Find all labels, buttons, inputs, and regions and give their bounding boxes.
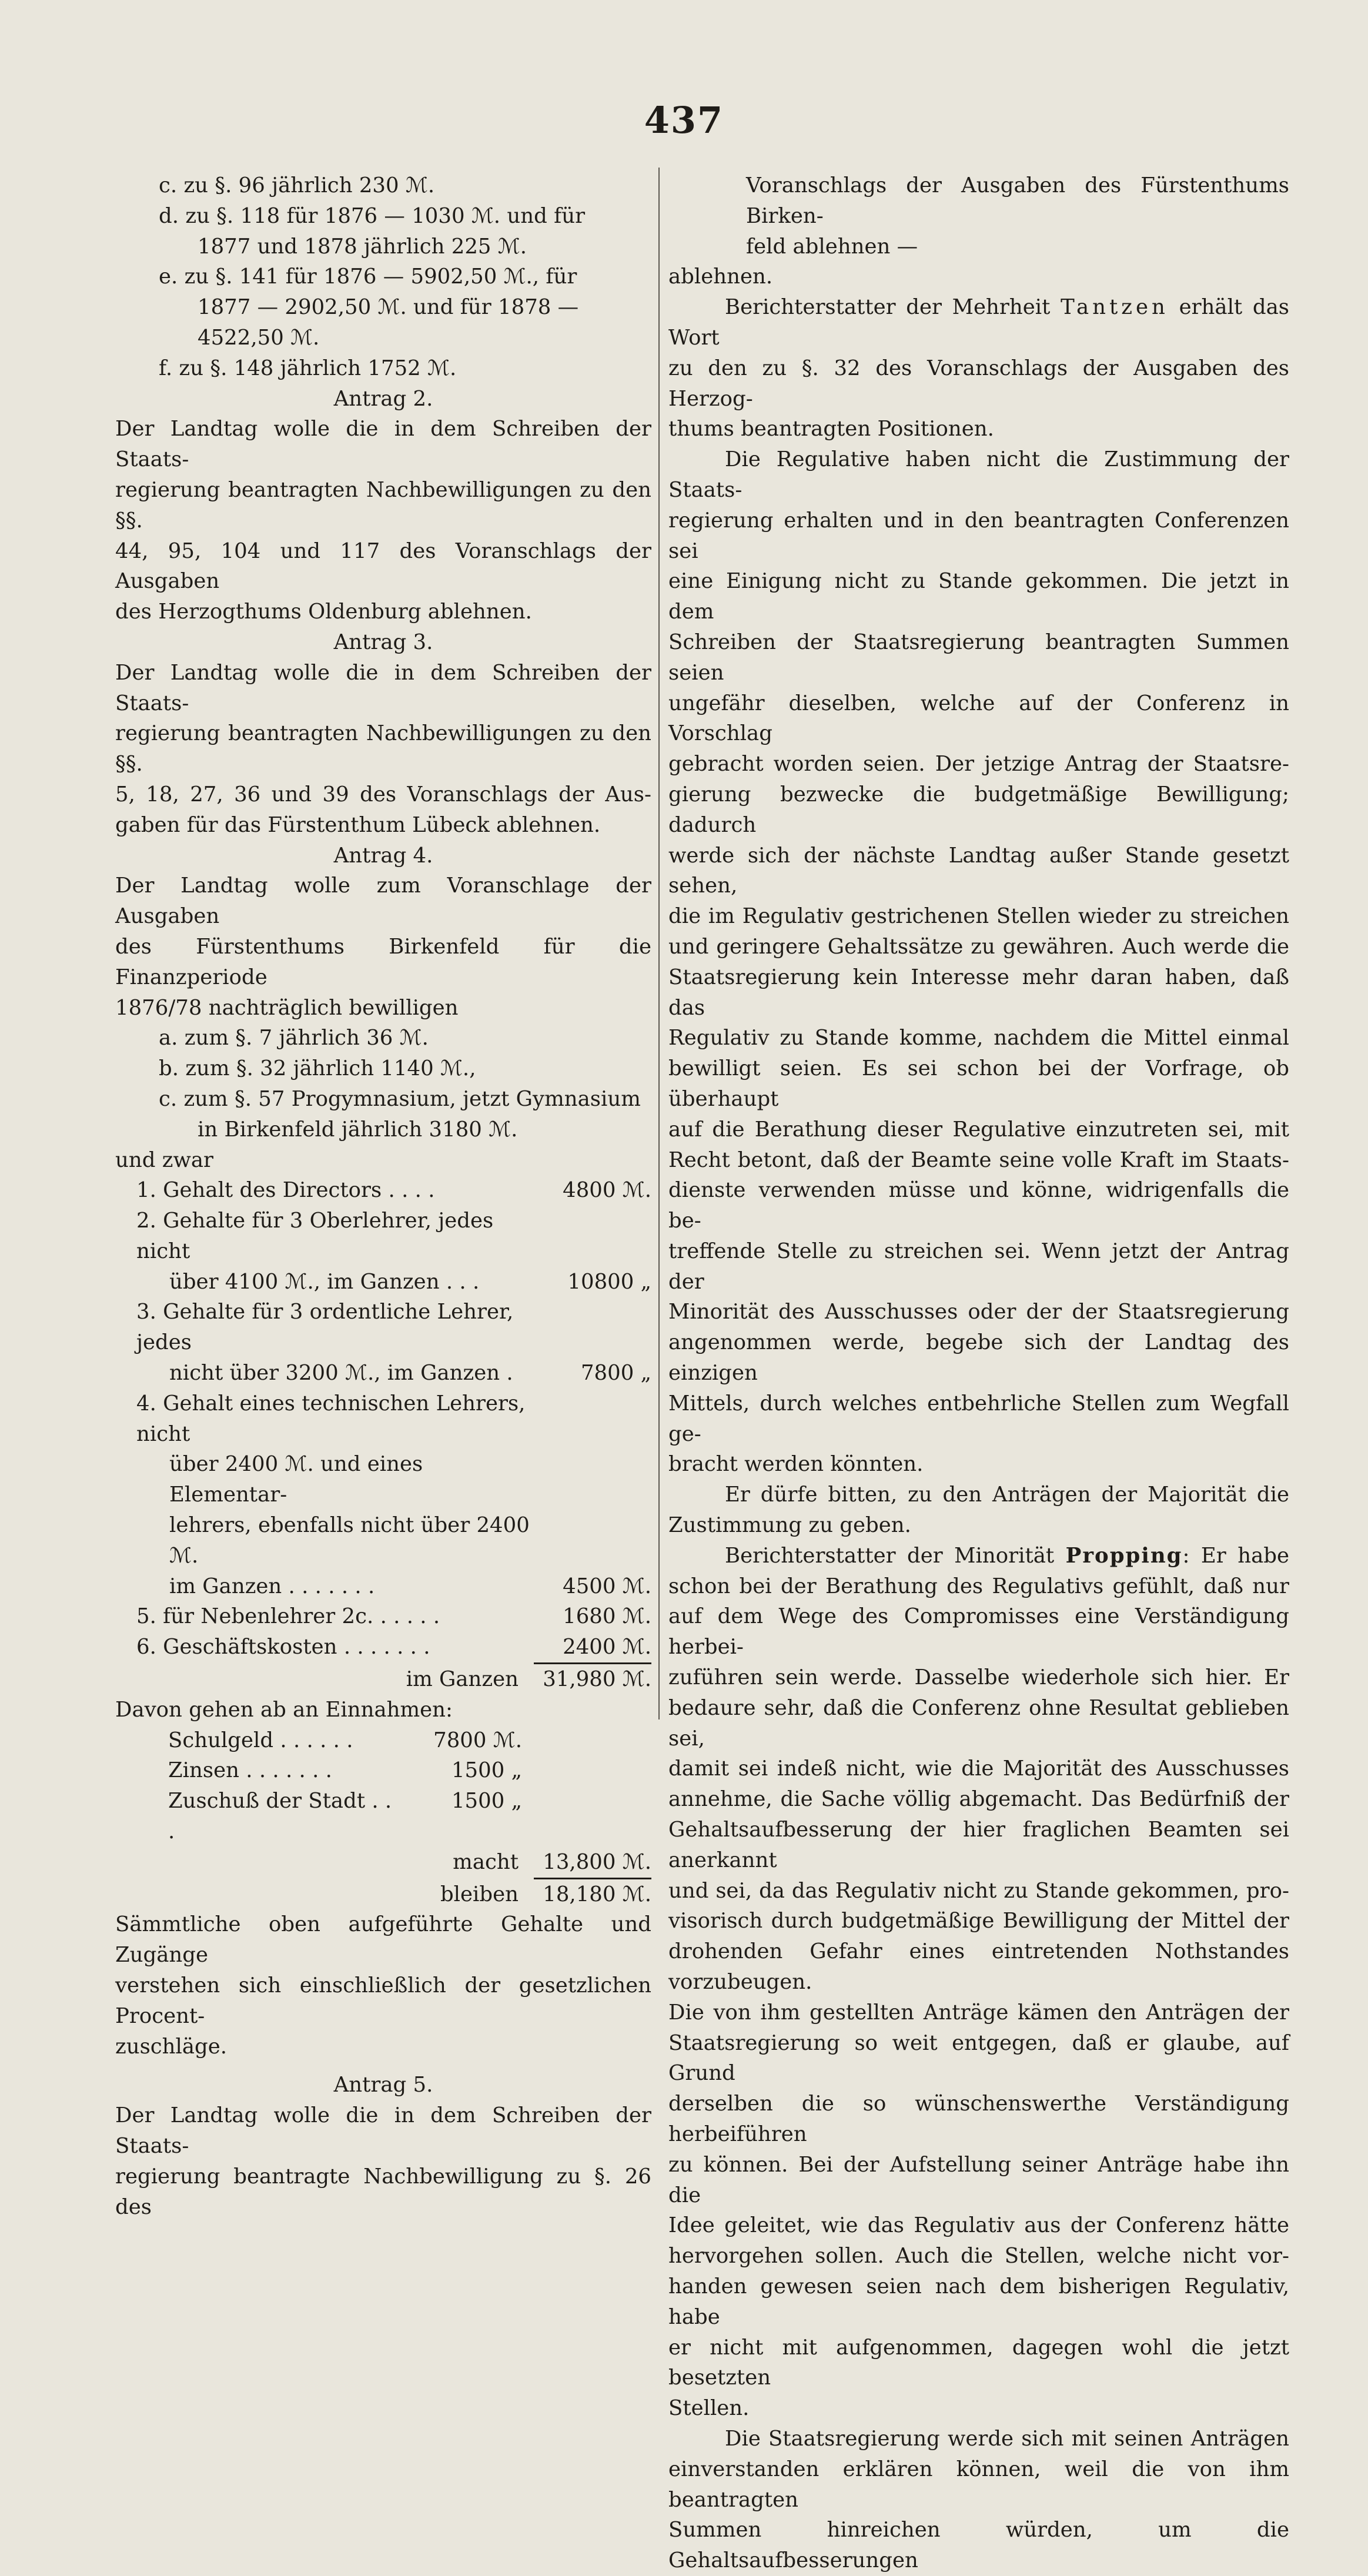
antrag-4-title: Antrag 4. bbox=[333, 843, 433, 868]
antrag-2-text bbox=[115, 414, 651, 627]
remaining-amount: 18,180 ℳ. bbox=[543, 1882, 651, 1906]
antrag-5-title: Antrag 5. bbox=[333, 2073, 433, 2097]
paragraph-tantzen bbox=[668, 292, 1289, 444]
text-line: regierung beantragten Nachbewilligungen zu den §§. bbox=[115, 721, 651, 777]
text-line: Gehaltsaufbesserung der hier fraglichen Beamten sei anerkannt bbox=[668, 1818, 1289, 1872]
paragraph-regulative bbox=[668, 444, 1289, 1480]
paragraph-staatsregierung bbox=[668, 2424, 1289, 2576]
antrag-5-text bbox=[115, 2100, 651, 2222]
text-line: annehme, die Sache völlig abgemacht. Das Bedürfniß der bbox=[668, 1787, 1289, 1812]
items-list-1 bbox=[115, 170, 651, 384]
table-row: Schulgeld . . . . . . 7800 ℳ. bbox=[115, 1725, 522, 1756]
text-line: und sei, da das Regulativ nicht zu Stande gekommen, pro- bbox=[668, 1878, 1289, 1903]
paragraph-propping bbox=[668, 1541, 1289, 2424]
text-line: handen gewesen seien nach dem bisherigen Regulativ, habe bbox=[668, 2274, 1289, 2329]
list-item: d. zu §. 118 für 1876 — 1030 ℳ. und für 1877 und 1878 jährlich 225 ℳ. bbox=[159, 203, 586, 259]
table-row-continuation: im Ganzen . . . . . . . 4500 ℳ. bbox=[115, 1571, 651, 1602]
und-zwar-label: und zwar bbox=[115, 1148, 213, 1172]
table-row: Zinsen . . . . . . . 1500 „ bbox=[115, 1755, 522, 1786]
list-item: e. zu §. 141 für 1876 — 5902,50 ℳ., für 1877 — 2902,50 ℳ. und für 1878 — 4522,50 ℳ. bbox=[159, 265, 579, 350]
text-line: Er dürfe bitten, zu den Anträgen der Majorität die bbox=[725, 1483, 1289, 1507]
right-column bbox=[668, 170, 1289, 2576]
text-line: zuführen sein werde. Dasselbe wiederhole sich hier. Er bbox=[668, 1665, 1289, 1690]
text-line: zu können. Bei der Aufstellung seiner Anträge habe ihn die bbox=[668, 2152, 1289, 2207]
text-line: einverstanden erklären können, weil die von ihm beantragten bbox=[668, 2457, 1289, 2512]
text-line: Sämmtliche oben aufgeführte Gehalte und Zugänge bbox=[115, 1912, 651, 1968]
text-line: regierung beantragten Nachbewilligungen zu den §§. bbox=[115, 477, 651, 533]
text-line: Recht betont, daß der Beamte seine volle Kraft im Staats- bbox=[668, 1148, 1289, 1172]
table-row: 4. Gehalt eines technischen Lehrers, nicht bbox=[136, 1391, 526, 1446]
table-row-continuation: über 4100 ℳ., im Ganzen . . . 10800 „ bbox=[115, 1267, 651, 1297]
text-line: Der Landtag wolle die in dem Schreiben der Staats- bbox=[115, 2103, 651, 2158]
amount: 10800 „ bbox=[567, 1269, 651, 1294]
text-line: Mittels, durch welches entbehrliche Stellen zum Wegfall ge- bbox=[668, 1391, 1289, 1446]
text-line: bewilligt seien. Es sei schon bei der Vorfrage, ob überhaupt bbox=[668, 1056, 1289, 1111]
speaker-name: Propping bbox=[1065, 1543, 1183, 1568]
text-line: drohenden Gefahr eines eintretenden Nothstandes vorzubeugen. bbox=[668, 1939, 1289, 1995]
text-line: eine Einigung nicht zu Stande gekommen. Die jetzt in dem bbox=[668, 569, 1289, 624]
table-row: 3. Gehalte für 3 ordentliche Lehrer, jedes bbox=[136, 1300, 514, 1355]
text-line: des Fürstenthums Birkenfeld für die Finanzperiode bbox=[115, 934, 651, 989]
text-line: auf dem Wege des Compromisses eine Verständigung herbei- bbox=[668, 1604, 1289, 1660]
text-line: 1876/78 nachträglich bewilligen bbox=[115, 995, 459, 1020]
text-line: Schreiben der Staatsregierung beantragten Summen seien bbox=[668, 630, 1289, 685]
table-row-continuation: lehrers, ebenfalls nicht über 2400 ℳ. bbox=[169, 1513, 530, 1568]
page-number: 437 bbox=[644, 99, 724, 142]
amount: 2400 ℳ. bbox=[563, 1635, 651, 1660]
table-row: 2. Gehalte für 3 Oberlehrer, jedes nicht bbox=[136, 1209, 494, 1263]
text-line: Der Landtag wolle die in dem Schreiben der Staats- bbox=[115, 660, 651, 715]
text-line: angenommen werde, begebe sich der Landtag des einzigen bbox=[668, 1330, 1289, 1386]
text-line: verstehen sich einschließlich der gesetzlichen Procent- bbox=[115, 1973, 651, 2028]
text-line: zuschläge. bbox=[115, 2034, 228, 2059]
text-line: gierung bezwecke die budgetmäßige Bewilligung; dadurch bbox=[668, 782, 1289, 837]
text-line: ungefähr dieselben, welche auf der Conferenz in Vorschlag bbox=[668, 691, 1289, 746]
text-line: 5, 18, 27, 36 und 39 des Voranschlags der Aus- bbox=[115, 782, 651, 807]
list-item: f. zu §. 148 jährlich 1752 ℳ. bbox=[159, 356, 457, 380]
text-line: Minorität des Ausschusses oder der der Staatsregierung bbox=[668, 1300, 1289, 1324]
text-line: er nicht mit aufgenommen, dagegen wohl die jetzt besetzten bbox=[668, 2335, 1289, 2390]
text-line: 44, 95, 104 und 117 des Voranschlags der Ausgaben bbox=[115, 538, 651, 594]
text-line: und geringere Gehaltssätze zu gewähren. Auch werde die bbox=[668, 934, 1289, 959]
table-row: 6. Geschäftskosten . . . . . . . 2400 ℳ. bbox=[115, 1632, 651, 1662]
text-line: schon bei der Berathung des Regulativs gefühlt, daß nur bbox=[668, 1574, 1289, 1598]
text-line: des Herzogthums Oldenburg ablehnen. bbox=[115, 600, 532, 624]
budget-total: im Ganzen 31,980 ℳ. bbox=[115, 1662, 651, 1695]
text-line: visorisch durch budgetmäßige Bewilligung der Mittel der bbox=[668, 1909, 1289, 1933]
antrag-2-title: Antrag 2. bbox=[333, 386, 433, 411]
text-line: Staatsregierung kein Interesse mehr daran haben, daß das bbox=[668, 965, 1289, 1020]
text-line: regierung erhalten und in den beantragten Conferenzen sei bbox=[668, 508, 1289, 563]
antrag-4-text bbox=[115, 871, 651, 1023]
text-line: Voranschlags der Ausgaben des Fürstenthums Birken- bbox=[746, 173, 1289, 228]
text-line: Der Landtag wolle zum Voranschlage der Ausgaben bbox=[115, 874, 651, 929]
table-row: 1. Gehalt des Directors . . . . 4800 ℳ. bbox=[115, 1175, 651, 1206]
list-item: a. zum §. 7 jährlich 36 ℳ. bbox=[159, 1026, 429, 1051]
ablehnen-line: ablehnen. bbox=[668, 265, 773, 289]
budget-table bbox=[115, 1175, 651, 1662]
left-column bbox=[115, 170, 651, 2222]
total-amount: 31,980 ℳ. bbox=[534, 1662, 651, 1695]
text-line: Berichterstatter der Minorität Propping: Er habe bbox=[725, 1543, 1289, 1568]
speaker-name: Tantzen bbox=[1061, 295, 1169, 320]
amount: 4500 ℳ. bbox=[563, 1574, 651, 1598]
text-line: werde sich der nächste Landtag außer Stande gesetzt sehen, bbox=[668, 843, 1289, 898]
text-line: treffende Stelle zu streichen sei. Wenn jetzt der Antrag der bbox=[668, 1239, 1289, 1294]
income-title: Davon gehen ab an Einnahmen: bbox=[115, 1697, 453, 1722]
income-table bbox=[115, 1725, 651, 1847]
text-line: gebracht worden seien. Der jetzige Antrag der Staatsre- bbox=[668, 752, 1289, 777]
income-sum-amount: 13,800 ℳ. bbox=[534, 1847, 651, 1879]
text-line: Stellen. bbox=[668, 2396, 750, 2421]
text-line: Die von ihm gestellten Anträge kämen den Anträgen der bbox=[668, 2000, 1289, 2025]
text-line: Die Regulative haben nicht die Zustimmung der Staats- bbox=[668, 447, 1289, 502]
paragraph-majority bbox=[668, 1480, 1289, 1541]
text-line: thums beantragten Positionen. bbox=[668, 417, 994, 441]
table-row-continuation: über 2400 ℳ. und eines Elementar- bbox=[169, 1452, 423, 1507]
text-line: Summen hinreichen würden, um die Gehaltsaufbesserungen bbox=[668, 2518, 1289, 2573]
note-paragraph bbox=[115, 1909, 651, 2062]
items-list-2 bbox=[115, 1023, 651, 1145]
column-divider bbox=[658, 168, 660, 1719]
income-sum: macht 13,800 ℳ. bbox=[115, 1847, 651, 1879]
text-line: Berichterstatter der Mehrheit Tantzen erhält das Wort bbox=[668, 295, 1289, 350]
remaining-sum: bleiben 18,180 ℳ. bbox=[115, 1879, 651, 1910]
text-line: dienste verwenden müsse und könne, widrigenfalls die be- bbox=[668, 1178, 1289, 1233]
text-line: Der Landtag wolle die in dem Schreiben der Staats- bbox=[115, 417, 651, 472]
amount: 7800 ℳ. bbox=[433, 1728, 522, 1752]
amount: 1500 „ bbox=[451, 1758, 522, 1783]
text-line: Zustimmung zu geben. bbox=[668, 1513, 911, 1538]
text-line: Staatsregierung so weit entgegen, daß er glaube, auf Grund bbox=[668, 2030, 1289, 2086]
antrag-3-text bbox=[115, 658, 651, 841]
list-item: c. zum §. 57 Progymnasium, jetzt Gymnasium in Birkenfeld jährlich 3180 ℳ. bbox=[159, 1086, 641, 1142]
table-row-continuation: nicht über 3200 ℳ., im Ganzen . 7800 „ bbox=[115, 1358, 651, 1389]
text-line: damit sei indeß nicht, wie die Majorität des Ausschusses bbox=[668, 1757, 1289, 1781]
text-line: bracht werden könnten. bbox=[668, 1452, 924, 1477]
text-line: Idee geleitet, wie das Regulativ aus der Conferenz hätte bbox=[668, 2213, 1289, 2238]
amount: 1680 ℳ. bbox=[563, 1604, 651, 1629]
text-line: regierung beantragte Nachbewilligung zu §. 26 des bbox=[115, 2164, 651, 2219]
text-line: feld ablehnen — bbox=[746, 234, 918, 259]
amount: 7800 „ bbox=[580, 1361, 651, 1386]
table-row: Zuschuß der Stadt . . . 1500 „ bbox=[115, 1786, 522, 1847]
text-line: Regulativ zu Stande komme, nachdem die Mittel einmal bbox=[668, 1026, 1289, 1051]
text-line: bedaure sehr, daß die Conferenz ohne Resultat geblieben sei, bbox=[668, 1695, 1289, 1751]
amount: 1500 „ bbox=[451, 1789, 522, 1814]
text-line: zu den zu §. 32 des Voranschlags der Ausgaben des Herzog- bbox=[668, 356, 1289, 411]
continuation-text bbox=[668, 170, 1289, 262]
amount: 4800 ℳ. bbox=[563, 1178, 651, 1203]
table-row: 5. für Nebenlehrer 2c. . . . . . 1680 ℳ. bbox=[115, 1601, 651, 1632]
text-line: gaben für das Fürstenthum Lübeck ablehnen. bbox=[115, 812, 601, 837]
text-line: hervorgehen sollen. Auch die Stellen, welche nicht vor- bbox=[668, 2244, 1289, 2269]
text-line: die im Regulativ gestrichenen Stellen wieder zu streichen bbox=[668, 904, 1289, 929]
list-item: c. zu §. 96 jährlich 230 ℳ. bbox=[159, 173, 435, 198]
list-item: b. zum §. 32 jährlich 1140 ℳ., bbox=[159, 1056, 476, 1081]
antrag-3-title: Antrag 3. bbox=[333, 630, 433, 654]
text-line: Die Staatsregierung werde sich mit seinen Anträgen bbox=[725, 2426, 1289, 2451]
text-line: auf die Berathung dieser Regulative einzutreten sei, mit bbox=[668, 1117, 1289, 1142]
text-line: derselben die so wünschenswerthe Verständigung herbeiführen bbox=[668, 2092, 1289, 2146]
